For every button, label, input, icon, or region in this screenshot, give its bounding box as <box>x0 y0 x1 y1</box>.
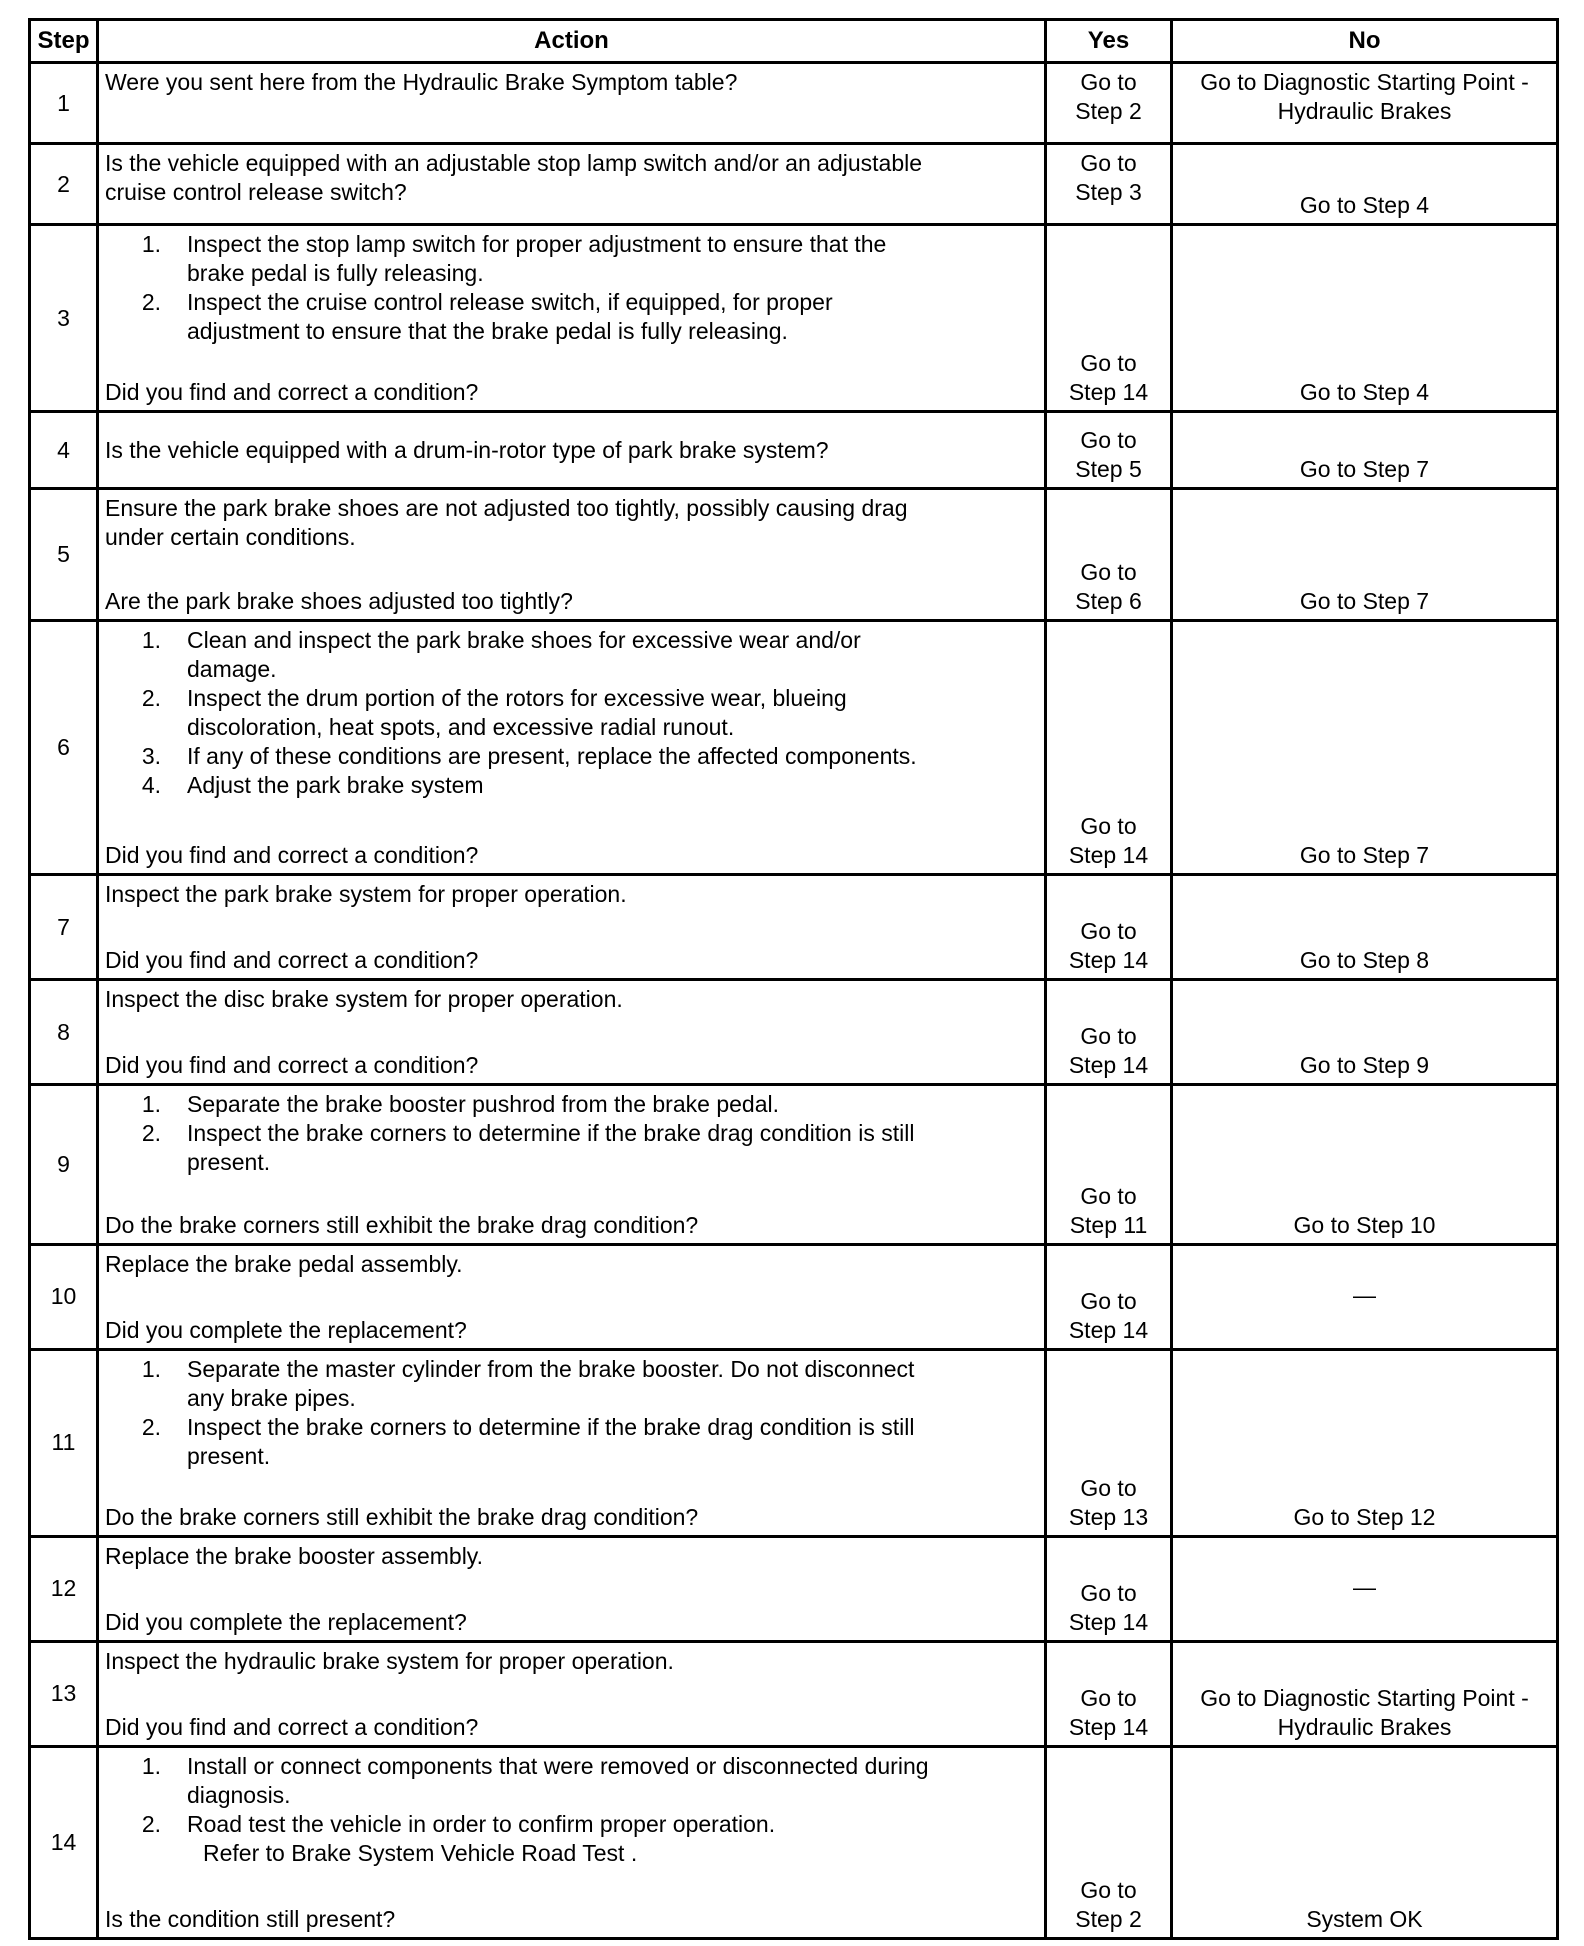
table-row <box>30 875 1558 980</box>
action-instructions <box>105 149 1038 207</box>
action-content <box>105 880 1038 975</box>
no-result <box>1172 621 1558 875</box>
action-cell <box>98 980 1046 1085</box>
yes-result-line: Step 14 <box>1068 1316 1149 1343</box>
yes-result-line: Go to <box>1080 813 1137 840</box>
item-number: 2. <box>141 289 161 316</box>
item-text-line: Separate the master cylinder from the brake booster. Do not disconnect <box>187 1355 915 1382</box>
no-result-text: — <box>1353 1281 1376 1308</box>
no-result-line: Go to Diagnostic Starting Point - <box>1200 1684 1529 1711</box>
action-question: Do the brake corners still exhibit the brake drag condition? <box>105 1503 699 1530</box>
yes-result-line: Go to <box>1080 350 1137 377</box>
item-text-line: Road test the vehicle in order to confirm proper operation. <box>187 1810 776 1837</box>
action-question: Did you complete the replacement? <box>105 1316 467 1343</box>
table-row <box>30 1641 1558 1746</box>
no-result <box>1172 144 1558 225</box>
yes-result <box>1046 621 1172 875</box>
header-row <box>30 20 1558 63</box>
yes-result-line: Go to <box>1080 559 1137 586</box>
no-result-text: Go to Step 7 <box>1299 455 1430 482</box>
action-instructions <box>105 1647 1038 1676</box>
list-item <box>105 626 1038 684</box>
action-cell <box>98 488 1046 620</box>
item-number: 2. <box>141 685 161 712</box>
no-result-text: System OK <box>1306 1906 1423 1932</box>
yes-result <box>1046 1641 1172 1746</box>
action-text-line: Is the vehicle equipped with an adjustable stop lamp switch and/or an adjustable <box>105 150 923 177</box>
table-row <box>30 488 1558 620</box>
yes-result <box>1046 1349 1172 1536</box>
item-text-line: present. <box>187 1442 271 1469</box>
action-content <box>105 1250 1038 1345</box>
yes-result <box>1046 488 1172 620</box>
action-instructions <box>105 626 1038 800</box>
action-instructions <box>105 494 1038 552</box>
item-text <box>187 626 1038 684</box>
action-cell <box>98 225 1046 412</box>
action-content <box>105 149 1038 220</box>
step-number: 4 <box>30 412 98 488</box>
yes-result-line: Go to <box>1080 1287 1137 1314</box>
yes-result-line: Go to <box>1080 426 1137 453</box>
no-result-text: Go to Step 4 <box>1299 379 1430 406</box>
action-cell <box>98 621 1046 875</box>
no-result-line: Hydraulic Brakes <box>1277 98 1452 124</box>
step-number: 5 <box>30 488 98 620</box>
action-instructions <box>105 1250 1038 1279</box>
item-text-line: If any of these conditions are present, replace the affected components. <box>187 743 917 770</box>
header-no: No <box>1172 20 1558 63</box>
item-text-line: Inspect the drum portion of the rotors for excessive wear, blueing <box>187 685 847 712</box>
item-number: 4. <box>141 772 161 799</box>
action-question: Do the brake corners still exhibit the brake drag condition? <box>105 1211 699 1238</box>
action-cell <box>98 63 1046 144</box>
item-text-line: adjustment to ensure that the brake pedal is fully releasing. <box>187 318 788 345</box>
no-result <box>1172 1349 1558 1536</box>
item-text-line: present. <box>187 1149 271 1175</box>
action-question: Did you find and correct a condition? <box>105 1713 479 1740</box>
action-question: Did you find and correct a condition? <box>105 947 479 974</box>
no-result-text: — <box>1353 1573 1376 1600</box>
action-content <box>105 494 1038 616</box>
yes-result-line: Go to <box>1080 150 1137 177</box>
list-item <box>105 1119 1038 1177</box>
action-cell <box>98 412 1046 488</box>
table-row <box>30 63 1558 144</box>
item-text-line: discoloration, heat spots, and excessive radial runout. <box>187 714 735 741</box>
yes-result-line: Step 5 <box>1075 455 1142 482</box>
no-result-line: Hydraulic Brakes <box>1277 1713 1452 1740</box>
header-action: Action <box>98 20 1046 63</box>
item-text-line: Clean and inspect the park brake shoes for excessive wear and/or <box>187 627 861 654</box>
action-cell <box>98 1641 1046 1746</box>
yes-result-line: Step 11 <box>1069 1211 1148 1238</box>
action-content <box>105 1090 1038 1240</box>
yes-result-line: Step 14 <box>1068 842 1149 869</box>
item-text <box>187 1119 1038 1177</box>
no-result <box>1172 1641 1558 1746</box>
instruction-list <box>105 1090 1038 1177</box>
item-text-line: Inspect the brake corners to determine if the brake drag condition is still <box>187 1413 915 1440</box>
step-number: 10 <box>30 1244 98 1349</box>
diagnostic-table <box>28 18 1559 1940</box>
action-cell <box>98 1349 1046 1536</box>
yes-result <box>1046 225 1172 412</box>
step-number: 2 <box>30 144 98 225</box>
yes-result <box>1046 1244 1172 1349</box>
step-number: 12 <box>30 1536 98 1641</box>
table-row <box>30 144 1558 225</box>
item-text-line: Install or connect components that were removed or disconnected during <box>187 1752 929 1779</box>
item-text-line: Inspect the brake corners to determine if the brake drag condition is still <box>187 1120 915 1146</box>
item-text-line: Inspect the cruise control release switch, if equipped, for proper <box>187 289 833 316</box>
action-text-line: Inspect the park brake system for proper operation. <box>105 881 627 908</box>
item-text <box>187 230 1038 288</box>
action-content <box>105 1542 1038 1637</box>
step-number: 7 <box>30 875 98 980</box>
yes-result <box>1046 144 1172 225</box>
step-number: 3 <box>30 225 98 412</box>
action-question: Did you complete the replacement? <box>105 1608 467 1635</box>
no-result-text: Go to Step 9 <box>1299 1052 1430 1078</box>
yes-result-line: Step 6 <box>1075 588 1142 615</box>
action-instructions <box>105 880 1038 909</box>
no-result <box>1172 1085 1558 1245</box>
instruction-list <box>105 1752 1038 1839</box>
table-row <box>30 980 1558 1085</box>
item-number: 2. <box>141 1120 161 1146</box>
no-result-text: Go to Step 10 <box>1293 1211 1436 1238</box>
no-result <box>1172 1536 1558 1641</box>
table-row <box>30 1536 1558 1641</box>
no-result <box>1172 488 1558 620</box>
item-text-line: Adjust the park brake system <box>187 772 484 799</box>
list-item <box>105 1752 1038 1810</box>
yes-result <box>1046 1536 1172 1641</box>
no-result <box>1172 980 1558 1085</box>
item-text-line: diagnosis. <box>187 1781 291 1808</box>
action-question: Is the condition still present? <box>105 1906 396 1932</box>
yes-result-line: Go to <box>1080 1877 1137 1903</box>
action-question: Did you find and correct a condition? <box>105 1052 479 1078</box>
action-text-line: Replace the brake pedal assembly. <box>105 1250 463 1277</box>
yes-result-line: Step 2 <box>1075 98 1142 124</box>
action-cell <box>98 1085 1046 1245</box>
item-text <box>187 1413 1038 1471</box>
instruction-list <box>105 626 1038 800</box>
reference-note: Refer to Brake System Vehicle Road Test . <box>203 1839 638 1866</box>
no-result-text: Go to Step 7 <box>1299 588 1430 615</box>
yes-result-line: Step 14 <box>1068 1713 1149 1740</box>
item-number: 2. <box>141 1810 161 1837</box>
yes-result <box>1046 412 1172 488</box>
item-text <box>187 1355 1038 1413</box>
step-number: 9 <box>30 1085 98 1245</box>
no-result <box>1172 63 1558 144</box>
action-instructions <box>105 1752 1038 1868</box>
item-text-line: damage. <box>187 656 277 683</box>
table-row <box>30 1746 1558 1938</box>
item-text-line: Separate the brake booster pushrod from the brake pedal. <box>187 1091 779 1117</box>
action-instructions <box>105 1090 1038 1177</box>
table-row <box>30 412 1558 488</box>
no-result-text: Go to Step 4 <box>1299 192 1430 219</box>
action-question: Were you sent here from the Hydraulic Brake Symptom table? <box>105 69 738 95</box>
yes-result-line: Go to <box>1080 918 1137 945</box>
action-cell <box>98 875 1046 980</box>
item-text-line: Inspect the stop lamp switch for proper adjustment to ensure that the <box>187 231 887 258</box>
action-cell <box>98 1244 1046 1349</box>
list-item <box>105 1810 1038 1839</box>
yes-result <box>1046 63 1172 144</box>
action-cell <box>98 1746 1046 1938</box>
item-text <box>187 771 1038 800</box>
action-instructions <box>105 230 1038 346</box>
yes-result <box>1046 1746 1172 1938</box>
item-text <box>187 742 1038 771</box>
yes-result-line: Go to <box>1080 1579 1137 1606</box>
instruction-list <box>105 1355 1038 1471</box>
action-instructions <box>105 1355 1038 1471</box>
action-content <box>105 1752 1038 1934</box>
header-yes: Yes <box>1046 20 1172 63</box>
action-cell <box>98 1536 1046 1641</box>
action-content <box>105 626 1038 870</box>
no-result-text: Go to Step 12 <box>1293 1503 1436 1530</box>
action-content <box>105 230 1038 407</box>
action-question: Did you find and correct a condition? <box>105 842 479 869</box>
header-step: Step <box>30 20 98 63</box>
action-text-line: Inspect the hydraulic brake system for proper operation. <box>105 1647 674 1674</box>
yes-result-line: Go to <box>1080 1182 1137 1209</box>
item-number: 1. <box>141 627 161 654</box>
list-item <box>105 684 1038 742</box>
yes-result-line: Go to <box>1080 1023 1137 1049</box>
no-result <box>1172 225 1558 412</box>
action-text-line: cruise control release switch? <box>105 179 407 206</box>
table-row <box>30 1244 1558 1349</box>
item-number: 3. <box>141 743 161 770</box>
yes-result-line: Step 13 <box>1068 1503 1149 1530</box>
no-result-text: Go to Step 8 <box>1299 947 1430 974</box>
step-number: 1 <box>30 63 98 144</box>
action-question: Is the vehicle equipped with a drum-in-rotor type of park brake system? <box>105 437 829 464</box>
yes-result <box>1046 875 1172 980</box>
no-result-text: Go to Step 7 <box>1299 842 1430 869</box>
action-content <box>105 1355 1038 1532</box>
step-number: 6 <box>30 621 98 875</box>
no-result <box>1172 412 1558 488</box>
table-row <box>30 1085 1558 1245</box>
action-instructions <box>105 985 1038 1014</box>
step-number: 11 <box>30 1349 98 1536</box>
action-cell <box>98 144 1046 225</box>
yes-result <box>1046 980 1172 1085</box>
item-number: 1. <box>141 1752 161 1779</box>
no-result <box>1172 1746 1558 1938</box>
item-text-line: brake pedal is fully releasing. <box>187 260 484 287</box>
list-item <box>105 1090 1038 1119</box>
yes-result-line: Go to <box>1080 1684 1137 1711</box>
item-number: 1. <box>141 1355 161 1382</box>
item-text-line: any brake pipes. <box>187 1384 356 1411</box>
action-content <box>105 1647 1038 1742</box>
list-item <box>105 742 1038 771</box>
item-text <box>187 684 1038 742</box>
yes-result <box>1046 1085 1172 1245</box>
action-instructions <box>105 1542 1038 1571</box>
table-row <box>30 621 1558 875</box>
list-item <box>105 1355 1038 1413</box>
action-text-line: Replace the brake booster assembly. <box>105 1542 483 1569</box>
step-number: 8 <box>30 980 98 1085</box>
item-text <box>187 1752 1038 1810</box>
yes-result-line: Step 14 <box>1068 379 1149 406</box>
item-text <box>187 1810 1038 1839</box>
list-item <box>105 1413 1038 1471</box>
step-number: 14 <box>30 1746 98 1938</box>
no-result <box>1172 1244 1558 1349</box>
no-result <box>1172 875 1558 980</box>
action-question: Did you find and correct a condition? <box>105 379 479 406</box>
yes-result-line: Step 14 <box>1068 1052 1149 1078</box>
list-item <box>105 771 1038 800</box>
table-row <box>30 1349 1558 1536</box>
yes-result-line: Go to <box>1080 1474 1137 1501</box>
action-text-line: under certain conditions. <box>105 523 356 550</box>
item-text <box>187 1090 1038 1119</box>
no-result-line: Go to Diagnostic Starting Point - <box>1200 69 1529 95</box>
action-content <box>105 985 1038 1080</box>
action-text-line: Inspect the disc brake system for proper operation. <box>105 986 623 1013</box>
item-number: 1. <box>141 1091 161 1117</box>
item-text <box>187 288 1038 346</box>
yes-result-line: Step 2 <box>1075 1906 1142 1932</box>
step-number: 13 <box>30 1641 98 1746</box>
yes-result-line: Go to <box>1080 69 1137 95</box>
item-number: 1. <box>141 231 161 258</box>
instruction-list <box>105 230 1038 346</box>
yes-result-line: Step 14 <box>1068 947 1149 974</box>
table-row <box>30 225 1558 412</box>
action-question: Are the park brake shoes adjusted too tightly? <box>105 588 573 615</box>
action-text-line: Ensure the park brake shoes are not adjusted too tightly, possibly causing drag <box>105 494 908 521</box>
item-number: 2. <box>141 1413 161 1440</box>
yes-result-line: Step 14 <box>1068 1608 1149 1635</box>
yes-result-line: Step 3 <box>1075 179 1142 206</box>
list-item <box>105 230 1038 288</box>
list-item <box>105 288 1038 346</box>
